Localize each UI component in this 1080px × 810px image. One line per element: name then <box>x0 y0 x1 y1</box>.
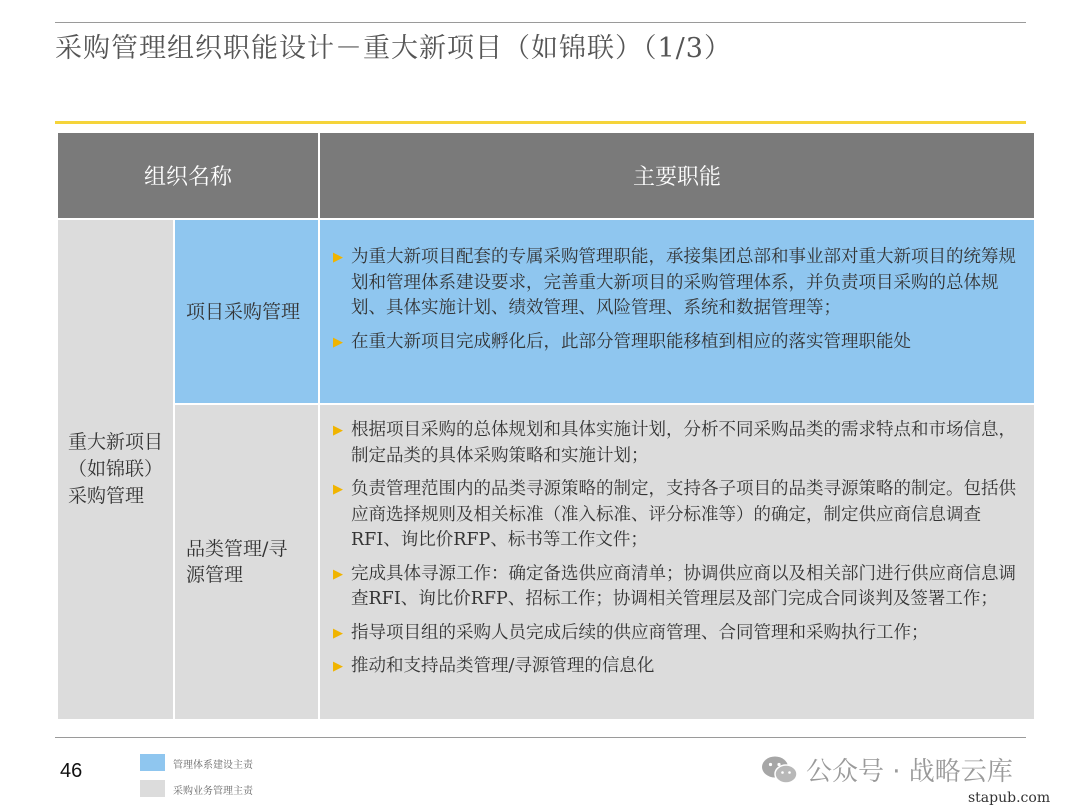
duty-item: ▶ 为重大新项目配套的专属采购管理职能，承接集团总部和事业部对重大新项目的统筹规划和管理体系建设要求，完善重大新项目的采购管理体系，并负责项目采购的总体规划、具体实施计划、绩效管理、风险管理、系统和数据管理等； <box>333 247 1016 318</box>
watermark <box>760 751 1013 788</box>
header-org-name: 组织名称 <box>58 133 318 218</box>
legend-label: 采购业务管理主责 <box>173 786 253 797</box>
duty-cell <box>320 220 1034 403</box>
sub-org-label: 品类管理/寻源管理 <box>186 538 288 586</box>
legend-swatch-gray <box>140 780 165 797</box>
sub-org-label: 项目采购管理 <box>186 300 301 323</box>
accent-rule <box>55 121 1026 124</box>
function-table <box>58 133 1034 719</box>
group-cell <box>58 220 173 719</box>
triangle-bullet-icon: ▶ <box>333 659 343 674</box>
site-url: stapub.com <box>968 790 1051 806</box>
watermark-text: 公众号 · 战略云库 <box>806 757 1013 787</box>
duty-item: ▶ 在重大新项目完成孵化后，此部分管理职能移植到相应的落实管理职能处 <box>333 330 1026 356</box>
group-label: 重大新项目（如锦联）采购管理 <box>68 431 164 507</box>
duty-item: ▶ 推动和支持品类管理/寻源管理的信息化 <box>333 654 1028 680</box>
sub-org-cell <box>175 220 318 403</box>
top-rule <box>55 22 1026 23</box>
duty-item: ▶ 指导项目组的采购人员完成后续的供应商管理、合同管理和采购执行工作； <box>333 621 1028 647</box>
duty-item: ▶ 负责管理范围内的品类寻源策略的制定，支持各子项目的品类寻源策略的制定。包括供应商选择规则及相关标准（准入标准、评分标准等）的确定，制定供应商信息调查RFI、询比价RFP、标书等工作文件； <box>333 479 1016 550</box>
header-main-duties: 主要职能 <box>320 133 1034 218</box>
triangle-bullet-icon: ▶ <box>333 250 343 265</box>
wechat-icon <box>760 755 800 785</box>
duty-item: ▶ 根据项目采购的总体规划和具体实施计划，分析不同采购品类的需求特点和市场信息，制定品类的具体采购策略和实施计划； <box>333 420 1016 466</box>
legend-swatch-blue <box>140 754 165 771</box>
sub-org-cell <box>175 405 318 719</box>
duty-item: ▶ 完成具体寻源工作：确定备选供应商清单；协调供应商以及相关部门进行供应商信息调查RFI、询比价RFP、招标工作；协调相关管理层及部门完成合同谈判及签署工作； <box>333 563 1016 609</box>
triangle-bullet-icon: ▶ <box>333 482 343 497</box>
duty-cell <box>320 405 1034 719</box>
triangle-bullet-icon: ▶ <box>333 625 343 641</box>
page-title: 采购管理组织职能设计－重大新项目（如锦联）（1/3） <box>55 33 732 64</box>
triangle-bullet-icon: ▶ <box>333 423 343 438</box>
bottom-rule <box>55 737 1026 738</box>
page-number: 46 <box>60 760 83 782</box>
triangle-bullet-icon: ▶ <box>333 334 343 350</box>
legend-label: 管理体系建设主责 <box>173 760 253 771</box>
triangle-bullet-icon: ▶ <box>333 566 343 582</box>
